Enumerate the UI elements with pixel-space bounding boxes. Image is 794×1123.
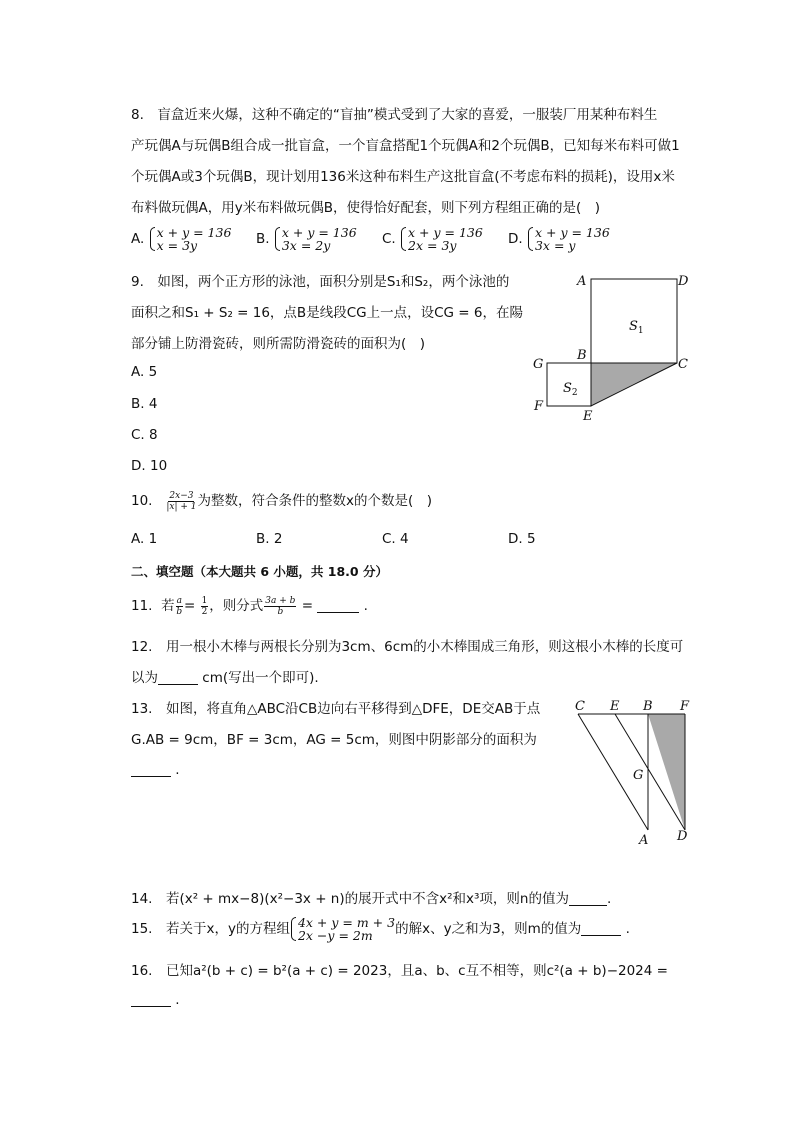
- label-S1: $S_1$: [629, 319, 644, 336]
- fraction: $\frac{2x-3}{|x| + 1}$: [166, 490, 197, 512]
- equation-system: x + y = 136 3x = 2y: [274, 226, 357, 252]
- q8-line-2: 产玩偶A与玩偶B组合成一批盲盒，一个盲盒搭配1个玩偶A和2个玩偶B，已知每米布料可做1: [131, 138, 680, 154]
- q8-line-1: 8. 盲盒近来火爆，这种不确定的“盲抽”模式受到了大家的喜爱，一服装厂用某种布料生: [131, 107, 658, 123]
- label-C: C: [678, 357, 688, 372]
- q9-line-3: 部分铺上防滑瓷砖，则所需防滑瓷砖的面积为( ): [131, 336, 426, 352]
- q13-line-2: G.AB = 9cm，BF = 3cm，AG = 5cm，则图中阴影部分的面积为: [131, 732, 537, 748]
- q8-option-a[interactable]: A. x + y = 136 x = 3y: [131, 225, 232, 253]
- q10-option-b[interactable]: B. 2: [256, 531, 283, 547]
- q13-line-3: .: [131, 762, 180, 778]
- answer-blank[interactable]: [131, 763, 171, 778]
- q9-line-2: 面积之和S₁ + S₂ = 16，点B是线段CG上一点，设CG = 6，在陽: [131, 305, 523, 321]
- label-D: D: [677, 829, 688, 844]
- shaded-triangle: [591, 363, 677, 406]
- label-A: A: [577, 274, 587, 289]
- equation-system: x + y = 136 2x = 3y: [400, 226, 483, 252]
- q11-stem: 11. 若 $\frac{a}{b}$ = $\frac{1}{2}$ ，则分式 $\frac{3a + b}{b}$ = .: [131, 595, 368, 617]
- q8-option-c[interactable]: C. x + y = 136 2x = 3y: [382, 225, 483, 253]
- q9-option-c[interactable]: C. 8: [131, 427, 158, 443]
- label-G: G: [533, 357, 544, 372]
- label-E: E: [610, 699, 620, 714]
- q9-option-d[interactable]: D. 10: [131, 458, 168, 474]
- answer-blank[interactable]: [131, 993, 171, 1008]
- answer-blank[interactable]: [569, 892, 607, 907]
- section-heading: 二、填空题（本大题共 6 小题，共 18.0 分）: [131, 564, 388, 579]
- q12-line-2: 以为 cm(写出一个即可).: [131, 670, 319, 686]
- equation-system: x + y = 136 3x = y: [527, 226, 610, 252]
- label-B: B: [643, 699, 653, 714]
- label-G: G: [633, 768, 644, 783]
- q16-line-2: .: [131, 992, 180, 1008]
- q9-line-1: 9. 如图，两个正方形的泳池，面积分别是S₁和S₂，两个泳池的: [131, 274, 510, 290]
- label-A: A: [639, 833, 649, 848]
- q16-line-1: 16. 已知a²(b + c) = b²(a + c) = 2023，且a、b、c互不相等，则c²(a + b)−2024 =: [131, 963, 668, 979]
- q13-figure: [570, 696, 700, 852]
- q10-option-c[interactable]: C. 4: [382, 531, 409, 547]
- q9-figure: [525, 268, 700, 428]
- answer-blank[interactable]: [158, 671, 198, 686]
- q8-line-4: 布料做玩偶A，用y米布料做玩偶B，使得恰好配套，则下列方程组正确的是( ): [131, 200, 601, 216]
- label-F: F: [680, 699, 690, 714]
- q10-option-d[interactable]: D. 5: [508, 531, 536, 547]
- q8-line-3: 个玩偶A或3个玩偶B，现计划用136米这种布料生产这批盲盒(不考虑布料的损耗)，设用x米: [131, 169, 675, 185]
- q8-option-b[interactable]: B. x + y = 136 3x = 2y: [256, 225, 357, 253]
- q9-option-b[interactable]: B. 4: [131, 396, 158, 412]
- label-B: B: [577, 348, 587, 363]
- q10-option-a[interactable]: A. 1: [131, 531, 158, 547]
- label-D: D: [678, 274, 689, 289]
- q14-stem: 14. 若(x² + mx−8)(x²−3x + n)的展开式中不含x²和x³项，则n的值为 .: [131, 891, 612, 907]
- q9-option-a[interactable]: A. 5: [131, 364, 158, 380]
- q12-line-1: 12. 用一根小木棒与两根长分别为3cm、6cm的小木棒围成三角形，则这根小木棒的长度可: [131, 639, 684, 655]
- label-E: E: [583, 409, 593, 424]
- q15-stem: 15. 若关于x，y的方程组 4x + y = m + 3 2x −y = 2m 的解x、y之和为3，则m的值为 .: [131, 915, 630, 943]
- shaded-region: [648, 714, 685, 830]
- equation-system: x + y = 136 x = 3y: [149, 226, 232, 252]
- label-F: F: [534, 399, 544, 414]
- answer-blank[interactable]: [317, 599, 359, 614]
- q8-option-d[interactable]: D. x + y = 136 3x = y: [508, 225, 610, 253]
- q13-line-1: 13. 如图，将直角△ABC沿CB边向右平移得到△DFE，DE交AB于点: [131, 701, 541, 717]
- q10-stem: 10. $\frac{2x-3}{|x| + 1}$ 为整数，符合条件的整数x的个数是( ): [131, 490, 433, 512]
- answer-blank[interactable]: [581, 922, 621, 937]
- equation-system: 4x + y = m + 3 2x −y = 2m: [290, 916, 395, 942]
- label-C: C: [575, 699, 585, 714]
- label-S2: $S_2$: [563, 381, 578, 398]
